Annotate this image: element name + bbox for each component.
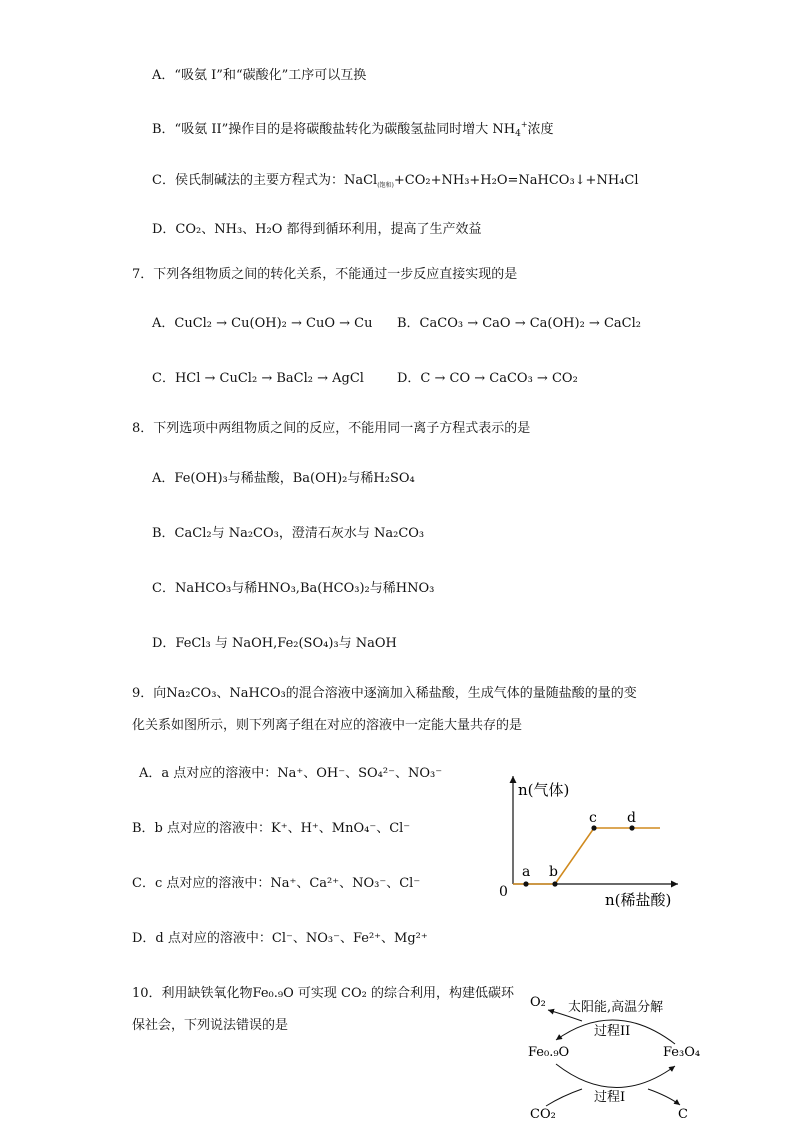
- q9-option-b: B．b 点对应的溶液中：K⁺、H⁺、MnO₄⁻、Cl⁻: [132, 821, 411, 836]
- q8-option-a: A．Fe(OH)₃与稀盐酸，Ba(OH)₂与稀H₂SO₄: [152, 471, 415, 486]
- q6-option-b-tail: 浓度: [527, 122, 554, 137]
- q9-stem-line1: 9．向Na₂CO₃、NaHCO₃的混合溶液中逐滴加入稀盐酸，生成气体的量随盐酸的量的变: [132, 686, 637, 701]
- q6-option-c-tail: +CO₂+NH₃+H₂O=NaHCO₃↓+NH₄Cl: [393, 173, 639, 188]
- q6-option-c-text: C．侯氏制碱法的主要方程式为：NaCl: [152, 173, 378, 188]
- point-d-label: d: [627, 810, 636, 826]
- co2-label: CO₂: [530, 1107, 556, 1122]
- q6-option-a: A．“吸氨 I”和“碳酸化”工序可以互换: [152, 68, 367, 83]
- q7-option-d: D．C → CO → CaCO₃ → CO₂: [397, 371, 578, 386]
- process-1-label: 过程I: [594, 1090, 626, 1105]
- q6-option-c: [152, 172, 638, 195]
- condition-label: 太阳能,高温分解: [568, 1000, 664, 1015]
- y-axis-label: n(气体): [518, 781, 570, 799]
- q6-option-d: D．CO₂、NH₃、H₂O 都得到循环利用，提高了生产效益: [152, 222, 482, 237]
- q7-option-c: C．HCl → CuCl₂ → BaCl₂ → AgCl: [152, 371, 364, 386]
- q6-option-b-sup: +: [520, 120, 528, 129]
- q10-cycle-diagram: [520, 988, 720, 1123]
- o2-label: O₂: [530, 995, 546, 1010]
- x-axis-label: n(稀盐酸): [605, 891, 672, 909]
- point-a: [523, 881, 528, 886]
- q10-stem-line2: 保社会，下列说法错误的是: [132, 1018, 289, 1033]
- process-1-arc: [556, 1064, 675, 1088]
- q10-stem-line1: 10．利用缺铁氧化物Fe₀.₉O 可实现 CO₂ 的综合利用，构建低碳环: [132, 986, 514, 1001]
- q6-option-c-tag: (饱和): [377, 182, 394, 189]
- q9-gas-graph: [490, 772, 690, 912]
- q8-option-b: B．CaCl₂与 Na₂CO₃，澄清石灰水与 Na₂CO₃: [152, 526, 425, 541]
- q9-option-d: D．d 点对应的溶液中：Cl⁻、NO₃⁻、Fe²⁺、Mg²⁺: [132, 931, 428, 946]
- c-branch-arrow: [648, 1089, 680, 1105]
- process-2-label: 过程II: [594, 1024, 631, 1039]
- point-b-label: b: [549, 864, 558, 880]
- q7-option-b: B．CaCO₃ → CaO → Ca(OH)₂ → CaCl₂: [397, 316, 641, 331]
- point-d: [629, 825, 634, 830]
- q9-option-a: A．a 点对应的溶液中：Na⁺、OH⁻、SO₄²⁻、NO₃⁻: [139, 766, 443, 781]
- gas-curve: [513, 828, 660, 884]
- q7-option-a: A．CuCl₂ → Cu(OH)₂ → CuO → Cu: [152, 316, 373, 331]
- point-a-label: a: [522, 864, 531, 880]
- fe3o4-label: Fe₃O₄: [663, 1045, 701, 1060]
- q6-option-b-sub: 4: [515, 129, 521, 139]
- q8-option-c: C．NaHCO₃与稀HNO₃,Ba(HCO₃)₂与稀HNO₃: [152, 581, 435, 596]
- c-label: C: [678, 1107, 688, 1122]
- point-c-label: c: [589, 810, 597, 826]
- q6-option-b-text: B．“吸氨 II”操作目的是将碳酸盐转化为碳酸氢盐同时增大 NH: [152, 122, 516, 137]
- q8-stem: 8．下列选项中两组物质之间的反应，不能用同一离子方程式表示的是: [132, 421, 531, 436]
- q8-option-d: D．FeCl₃ 与 NaOH,Fe₂(SO₄)₃与 NaOH: [152, 636, 397, 651]
- origin-label: 0: [499, 884, 508, 900]
- point-c: [591, 825, 596, 830]
- q7-stem: 7．下列各组物质之间的转化关系，不能通过一步反应直接实现的是: [132, 267, 518, 282]
- fe09o-label: Fe₀.₉O: [528, 1045, 570, 1060]
- q9-stem-line2: 化关系如图所示，则下列离子组在对应的溶液中一定能大量共存的是: [132, 718, 523, 733]
- q6-option-b: [152, 116, 554, 143]
- point-b: [552, 881, 557, 886]
- co2-branch: [546, 1089, 582, 1106]
- q9-option-c: C．c 点对应的溶液中：Na⁺、Ca²⁺、NO₃⁻、Cl⁻: [132, 876, 421, 891]
